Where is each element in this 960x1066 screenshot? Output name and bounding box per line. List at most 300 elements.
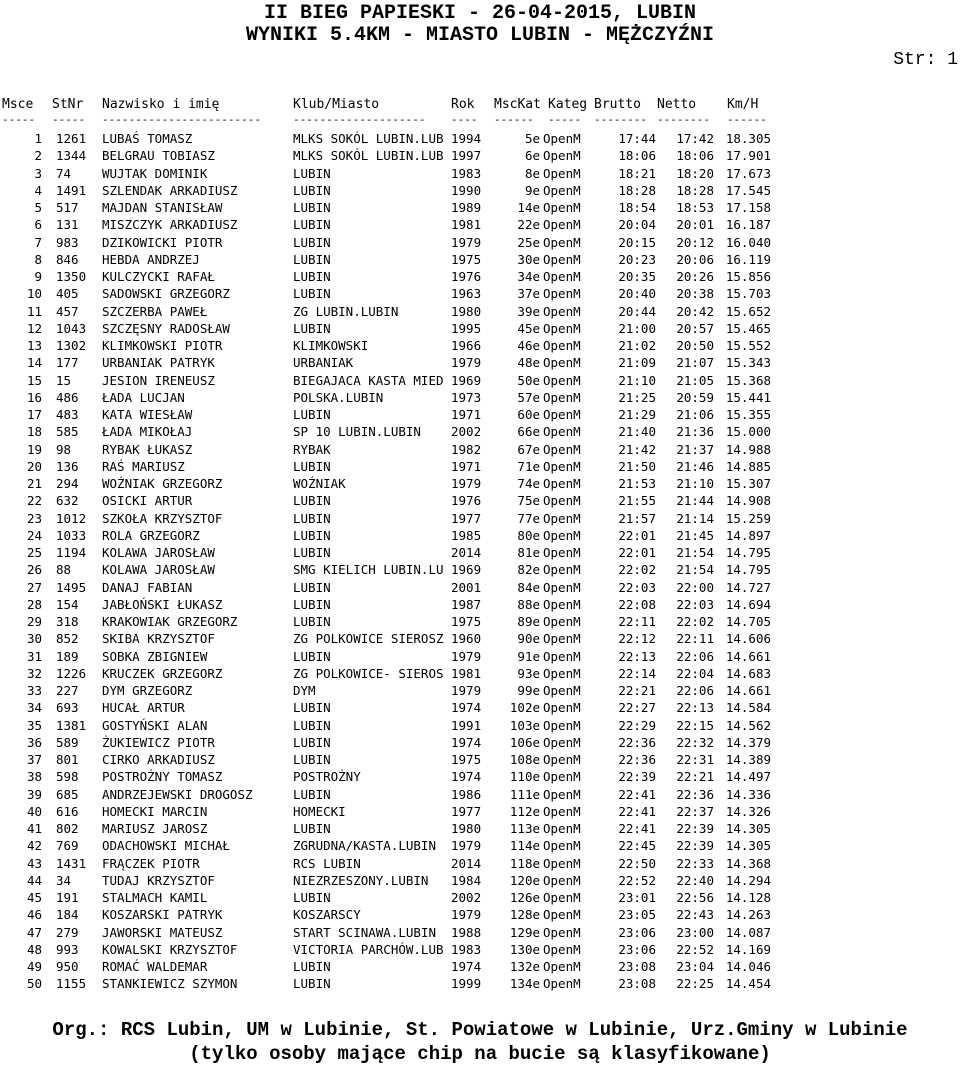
cell-net-time: 22:40 xyxy=(676,872,714,888)
cell-club: LUBIN xyxy=(293,614,331,629)
cell-club: LUBIN xyxy=(293,458,331,474)
cell-place: 42 xyxy=(26,838,42,854)
cell-net-time: 18:28 xyxy=(676,182,714,198)
cell-gross-time: 22:41 xyxy=(618,786,656,802)
cell-category-place: 90e xyxy=(517,631,540,647)
table-row xyxy=(0,579,960,596)
cell-name: KOLAWA JAROSŁAW xyxy=(102,545,215,560)
cell-club: LUBIN xyxy=(293,821,331,836)
cell-name: HEBDA ANDRZEJ xyxy=(102,251,200,267)
cell-category-place: 8e xyxy=(524,165,540,181)
table-row xyxy=(0,510,960,527)
table-row xyxy=(0,147,960,164)
cell-place: 1 xyxy=(34,131,42,146)
column-header-speed: Km/H xyxy=(727,97,759,112)
cell-club: LUBIN xyxy=(293,579,331,595)
cell-name: LUBAŚ TOMASZ xyxy=(102,131,193,146)
cell-net-time: 20:59 xyxy=(676,389,714,405)
cell-year: 1977 xyxy=(451,510,482,526)
cell-gross-time: 18:28 xyxy=(618,182,656,198)
cell-category-place: 88e xyxy=(517,596,540,612)
cell-category: OpenM xyxy=(543,648,581,664)
cell-place: 31 xyxy=(26,648,42,664)
cell-start-number: 685 xyxy=(56,786,79,802)
table-row xyxy=(0,958,960,975)
cell-start-number: 1043 xyxy=(56,320,87,336)
cell-speed: 16.040 xyxy=(725,234,771,250)
cell-category: OpenM xyxy=(543,320,581,336)
cell-net-time: 22:04 xyxy=(676,665,714,681)
cell-category-place: 80e xyxy=(517,527,540,543)
cell-place: 3 xyxy=(34,165,42,181)
cell-gross-time: 22:02 xyxy=(618,562,656,578)
cell-name: DZIKOWICKI PIOTR xyxy=(102,234,223,250)
cell-gross-time: 21:29 xyxy=(618,407,656,422)
cell-name: ROMAĆ WALDEMAR xyxy=(102,959,208,974)
cell-gross-time: 21:57 xyxy=(618,510,656,526)
cell-category: OpenM xyxy=(543,752,581,767)
column-header-year: Rok xyxy=(451,97,475,112)
cell-category-place: 84e xyxy=(517,579,540,595)
cell-place: 45 xyxy=(26,890,42,905)
cell-net-time: 21:36 xyxy=(676,424,714,440)
table-row xyxy=(0,199,960,216)
cell-club: LUBIN xyxy=(293,200,331,215)
table-row xyxy=(0,855,960,872)
cell-gross-time: 21:00 xyxy=(618,320,656,336)
cell-name: STALMACH KAMIL xyxy=(102,890,208,905)
cell-category: OpenM xyxy=(543,907,581,923)
cell-place: 19 xyxy=(26,441,42,457)
cell-place: 4 xyxy=(34,182,42,198)
cell-speed: 14.795 xyxy=(725,562,771,578)
table-row xyxy=(0,768,960,785)
cell-club: VICTORIA PARCHÓW.LUB xyxy=(293,941,444,957)
table-row xyxy=(0,889,960,906)
cell-category-place: 14e xyxy=(517,200,540,215)
cell-start-number: 517 xyxy=(56,200,79,215)
table-row xyxy=(0,303,960,320)
cell-speed: 15.441 xyxy=(725,389,771,405)
cell-net-time: 21:46 xyxy=(676,458,714,474)
cell-category: OpenM xyxy=(543,855,581,871)
table-row xyxy=(0,906,960,923)
cell-gross-time: 20:23 xyxy=(618,251,656,267)
cell-net-time: 22:33 xyxy=(676,855,714,871)
column-header-club: Klub/Miasto xyxy=(293,97,380,112)
cell-start-number: 693 xyxy=(56,700,79,716)
cell-speed: 14.305 xyxy=(725,838,771,854)
cell-category-place: 77e xyxy=(517,510,540,526)
table-row xyxy=(0,492,960,509)
cell-name: SZLENDAK ARKADIUSZ xyxy=(102,182,238,198)
cell-speed: 14.263 xyxy=(725,907,771,923)
cell-name: SADOWSKI GRZEGORZ xyxy=(102,286,230,302)
cell-place: 26 xyxy=(26,562,42,578)
cell-start-number: 993 xyxy=(56,941,79,957)
cell-place: 39 xyxy=(26,786,42,802)
cell-name: HOMECKI MARCIN xyxy=(102,803,208,819)
cell-place: 33 xyxy=(26,683,42,698)
cell-start-number: 1491 xyxy=(56,182,87,198)
cell-place: 43 xyxy=(26,855,42,871)
column-header-start-number: StNr xyxy=(52,97,84,112)
cell-place: 32 xyxy=(26,665,42,681)
cell-speed: 17.545 xyxy=(725,182,771,198)
table-row xyxy=(0,975,960,992)
cell-gross-time: 20:44 xyxy=(618,303,656,319)
cell-start-number: 1431 xyxy=(56,855,87,871)
cell-gross-time: 22:21 xyxy=(618,683,656,698)
cell-category-place: 48e xyxy=(517,355,540,371)
cell-speed: 14.087 xyxy=(725,924,771,940)
cell-net-time: 20:50 xyxy=(676,338,714,353)
cell-name: JABŁOŃSKI ŁUKASZ xyxy=(102,596,223,612)
cell-year: 1969 xyxy=(451,372,482,388)
cell-year: 1971 xyxy=(451,407,482,422)
cell-speed: 14.661 xyxy=(725,648,771,664)
cell-name: SZKOŁA KRZYSZTOF xyxy=(102,510,223,526)
cell-category-place: 118e xyxy=(509,855,540,871)
cell-speed: 15.000 xyxy=(725,424,771,440)
cell-speed: 17.673 xyxy=(725,165,771,181)
table-row xyxy=(0,699,960,716)
cell-speed: 14.727 xyxy=(725,579,771,595)
cell-net-time: 20:06 xyxy=(676,251,714,267)
cell-club: LUBIN xyxy=(293,959,331,974)
cell-club: LUBIN xyxy=(293,545,331,560)
cell-start-number: 802 xyxy=(56,821,79,836)
cell-club: MLKS SOKÓL LUBIN.LUB xyxy=(293,131,444,146)
cell-gross-time: 21:02 xyxy=(618,338,656,353)
cell-place: 21 xyxy=(26,476,42,491)
column-rule-year: ---- xyxy=(451,113,478,126)
document-title: II BIEG PAPIESKI - 26-04-2015, LUBIN xyxy=(263,2,697,25)
cell-place: 8 xyxy=(34,251,42,267)
cell-place: 40 xyxy=(26,803,42,819)
cell-name: JESION IRENEUSZ xyxy=(102,372,215,388)
cell-name: KRUCZEK GRZEGORZ xyxy=(102,665,223,681)
table-row xyxy=(0,786,960,803)
cell-club: ZG POLKOWICE SIEROSZ xyxy=(293,631,444,647)
cell-name: MARIUSZ JAROSZ xyxy=(102,821,208,836)
cell-year: 2002 xyxy=(451,424,482,440)
cell-category: OpenM xyxy=(543,303,581,319)
cell-club: LUBIN xyxy=(293,786,331,802)
cell-category-place: 99e xyxy=(517,683,540,698)
cell-gross-time: 22:11 xyxy=(618,614,656,629)
cell-year: 1977 xyxy=(451,803,482,819)
cell-net-time: 22:06 xyxy=(676,683,714,698)
cell-net-time: 22:21 xyxy=(676,769,714,785)
cell-category: OpenM xyxy=(543,441,581,457)
cell-net-time: 20:42 xyxy=(676,303,714,319)
cell-start-number: 598 xyxy=(56,769,79,785)
cell-category: OpenM xyxy=(543,803,581,819)
cell-place: 30 xyxy=(26,631,42,647)
cell-club: LUBIN xyxy=(293,182,331,198)
cell-place: 16 xyxy=(26,389,42,405)
cell-gross-time: 21:55 xyxy=(618,493,656,509)
cell-net-time: 22:11 xyxy=(676,631,714,647)
cell-category-place: 5e xyxy=(524,131,540,146)
cell-category-place: 50e xyxy=(517,372,540,388)
cell-place: 36 xyxy=(26,734,42,750)
cell-name: KRAKOWIAK GRZEGORZ xyxy=(102,614,238,629)
cell-speed: 14.795 xyxy=(725,545,771,560)
cell-year: 1989 xyxy=(451,200,482,215)
cell-start-number: 457 xyxy=(56,303,79,319)
cell-net-time: 22:52 xyxy=(676,941,714,957)
cell-start-number: 1344 xyxy=(56,148,87,164)
table-row xyxy=(0,665,960,682)
table-row xyxy=(0,354,960,371)
cell-name: ŁADA MIKOŁAJ xyxy=(102,424,193,440)
cell-category: OpenM xyxy=(543,182,581,198)
column-rule-place: ----- xyxy=(2,113,36,126)
cell-category: OpenM xyxy=(543,372,581,388)
table-row xyxy=(0,458,960,475)
table-row xyxy=(0,165,960,182)
cell-place: 14 xyxy=(26,355,42,371)
cell-category-place: 46e xyxy=(517,338,540,353)
cell-place: 22 xyxy=(26,493,42,509)
cell-gross-time: 22:01 xyxy=(618,527,656,543)
cell-year: 2001 xyxy=(451,579,482,595)
cell-category-place: 34e xyxy=(517,269,540,284)
cell-place: 18 xyxy=(26,424,42,440)
cell-gross-time: 18:54 xyxy=(618,200,656,215)
cell-gross-time: 20:35 xyxy=(618,269,656,284)
cell-name: CIRKO ARKADIUSZ xyxy=(102,752,215,767)
table-row xyxy=(0,872,960,889)
cell-category-place: 112e xyxy=(509,803,540,819)
cell-name: WOŹNIAK GRZEGORZ xyxy=(102,476,223,491)
cell-year: 1982 xyxy=(451,441,482,457)
cell-club: LUBIN xyxy=(293,717,331,733)
cell-club: RCS LUBIN xyxy=(293,855,361,871)
cell-gross-time: 22:13 xyxy=(618,648,656,664)
cell-category: OpenM xyxy=(543,493,581,509)
column-header-category: Kateg xyxy=(548,97,588,112)
cell-gross-time: 22:41 xyxy=(618,821,656,836)
table-row xyxy=(0,717,960,734)
cell-category: OpenM xyxy=(543,407,581,422)
cell-gross-time: 22:14 xyxy=(618,665,656,681)
cell-gross-time: 22:41 xyxy=(618,803,656,819)
cell-net-time: 21:54 xyxy=(676,545,714,560)
cell-year: 1975 xyxy=(451,251,482,267)
cell-speed: 14.389 xyxy=(725,752,771,767)
cell-year: 1979 xyxy=(451,648,482,664)
cell-start-number: 88 xyxy=(56,562,72,578)
cell-name: DYM GRZEGORZ xyxy=(102,683,193,698)
table-row xyxy=(0,320,960,337)
cell-start-number: 1226 xyxy=(56,665,87,681)
cell-name: KULCZYCKI RAFAŁ xyxy=(102,269,215,284)
cell-net-time: 18:53 xyxy=(676,200,714,215)
cell-start-number: 585 xyxy=(56,424,79,440)
cell-speed: 15.343 xyxy=(725,355,771,371)
cell-category: OpenM xyxy=(543,838,581,854)
cell-gross-time: 22:12 xyxy=(618,631,656,647)
cell-name: SKIBA KRZYSZTOF xyxy=(102,631,215,647)
cell-net-time: 20:12 xyxy=(676,234,714,250)
column-header-place: Msce xyxy=(2,97,34,112)
cell-net-time: 20:38 xyxy=(676,286,714,302)
cell-name: RYBAK ŁUKASZ xyxy=(102,441,193,457)
cell-place: 7 xyxy=(34,234,42,250)
cell-club: DYM xyxy=(293,683,316,698)
cell-category: OpenM xyxy=(543,286,581,302)
cell-speed: 14.368 xyxy=(725,855,771,871)
cell-category-place: 102e xyxy=(509,700,540,716)
cell-category: OpenM xyxy=(543,476,581,491)
cell-start-number: 769 xyxy=(56,838,79,854)
cell-speed: 14.705 xyxy=(725,614,771,629)
cell-start-number: 801 xyxy=(56,752,79,767)
cell-category: OpenM xyxy=(543,355,581,371)
cell-name: STANKIEWICZ SZYMON xyxy=(102,976,238,992)
cell-year: 1983 xyxy=(451,165,482,181)
cell-start-number: 279 xyxy=(56,924,79,940)
document-subtitle: WYNIKI 5.4KM - MIASTO LUBIN - MĘŻCZYŹNI xyxy=(245,24,715,47)
cell-category-place: 111e xyxy=(509,786,540,802)
cell-category-place: 132e xyxy=(509,959,540,974)
cell-place: 15 xyxy=(26,372,42,388)
column-rule-club: -------------------- xyxy=(293,113,426,126)
cell-name: SOBKA ZBIGNIEW xyxy=(102,648,208,664)
cell-gross-time: 21:40 xyxy=(618,424,656,440)
cell-category: OpenM xyxy=(543,665,581,681)
cell-category: OpenM xyxy=(543,596,581,612)
cell-start-number: 177 xyxy=(56,355,79,371)
cell-gross-time: 23:08 xyxy=(618,976,656,992)
cell-net-time: 22:37 xyxy=(676,803,714,819)
cell-start-number: 486 xyxy=(56,389,79,405)
cell-year: 1963 xyxy=(451,286,482,302)
cell-net-time: 22:39 xyxy=(676,821,714,836)
cell-category: OpenM xyxy=(543,924,581,940)
cell-name: HUCAŁ ARTUR xyxy=(102,700,185,716)
cell-start-number: 154 xyxy=(56,596,79,612)
cell-gross-time: 23:06 xyxy=(618,941,656,957)
cell-speed: 14.584 xyxy=(725,700,771,716)
cell-year: 1986 xyxy=(451,786,482,802)
cell-club: LUBIN xyxy=(293,286,331,302)
column-rule-net-time: -------- xyxy=(657,113,710,126)
cell-place: 48 xyxy=(26,941,42,957)
cell-year: 1979 xyxy=(451,476,482,491)
cell-name: GOSTYŃSKI ALAN xyxy=(102,717,208,733)
cell-category-place: 60e xyxy=(517,407,540,422)
cell-net-time: 22:13 xyxy=(676,700,714,716)
cell-place: 6 xyxy=(34,217,42,233)
cell-club: KLIMKOWSKI xyxy=(293,338,369,353)
cell-gross-time: 22:01 xyxy=(618,545,656,560)
table-row xyxy=(0,734,960,751)
cell-speed: 14.562 xyxy=(725,717,771,733)
cell-speed: 14.379 xyxy=(725,734,771,750)
cell-name: ROLA GRZEGORZ xyxy=(102,527,200,543)
cell-gross-time: 21:10 xyxy=(618,372,656,388)
cell-category: OpenM xyxy=(543,769,581,785)
table-row xyxy=(0,372,960,389)
cell-club: ZG POLKOWICE- SIEROS xyxy=(293,665,444,681)
cell-gross-time: 22:50 xyxy=(618,855,656,871)
cell-gross-time: 22:36 xyxy=(618,734,656,750)
cell-start-number: 483 xyxy=(56,407,79,422)
table-row xyxy=(0,406,960,423)
cell-year: 1973 xyxy=(451,389,482,405)
cell-speed: 15.703 xyxy=(725,286,771,302)
cell-year: 1974 xyxy=(451,959,482,974)
cell-category-place: 108e xyxy=(509,752,540,767)
cell-net-time: 22:56 xyxy=(676,890,714,905)
cell-category-place: 113e xyxy=(509,821,540,836)
cell-category-place: 114e xyxy=(509,838,540,854)
cell-speed: 14.908 xyxy=(725,493,771,509)
cell-speed: 14.497 xyxy=(725,769,771,785)
cell-category: OpenM xyxy=(543,683,581,698)
cell-category-place: 110e xyxy=(509,769,540,785)
cell-club: LUBIN xyxy=(293,976,331,992)
cell-net-time: 22:02 xyxy=(676,614,714,629)
cell-name: BELGRAU TOBIASZ xyxy=(102,148,215,164)
cell-year: 1966 xyxy=(451,338,482,353)
cell-speed: 17.901 xyxy=(725,148,771,164)
cell-start-number: 227 xyxy=(56,683,79,698)
cell-net-time: 22:32 xyxy=(676,734,714,750)
cell-category-place: 93e xyxy=(517,665,540,681)
cell-club: MLKS SOKÓL LUBIN.LUB xyxy=(293,148,444,164)
cell-club: KOSZARSCY xyxy=(293,907,361,923)
cell-year: 2014 xyxy=(451,545,482,560)
cell-name: KOSZARSKI PATRYK xyxy=(102,907,223,923)
cell-net-time: 21:54 xyxy=(676,562,714,578)
table-row xyxy=(0,941,960,958)
table-row xyxy=(0,268,960,285)
cell-place: 44 xyxy=(26,872,42,888)
cell-place: 46 xyxy=(26,907,42,923)
cell-speed: 18.305 xyxy=(725,131,771,146)
table-row xyxy=(0,682,960,699)
cell-net-time: 22:15 xyxy=(676,717,714,733)
cell-net-time: 23:04 xyxy=(676,959,714,974)
cell-gross-time: 21:09 xyxy=(618,355,656,371)
cell-start-number: 846 xyxy=(56,251,79,267)
cell-category-place: 37e xyxy=(517,286,540,302)
cell-net-time: 22:43 xyxy=(676,907,714,923)
table-row xyxy=(0,441,960,458)
cell-speed: 15.856 xyxy=(725,269,771,284)
cell-year: 1979 xyxy=(451,234,482,250)
cell-speed: 15.552 xyxy=(725,338,771,353)
table-row xyxy=(0,423,960,440)
classification-note: (tylko osoby mające chip na bucie są klasyfikowane) xyxy=(189,1043,771,1065)
cell-name: MISZCZYK ARKADIUSZ xyxy=(102,217,238,233)
table-row xyxy=(0,613,960,630)
cell-year: 1979 xyxy=(451,683,482,698)
column-rule-category: ----- xyxy=(548,113,582,126)
cell-year: 2014 xyxy=(451,855,482,871)
table-row xyxy=(0,389,960,406)
cell-category: OpenM xyxy=(543,872,581,888)
cell-start-number: 184 xyxy=(56,907,79,923)
cell-net-time: 21:06 xyxy=(676,407,714,422)
cell-net-time: 22:31 xyxy=(676,752,714,767)
cell-category: OpenM xyxy=(543,579,581,595)
